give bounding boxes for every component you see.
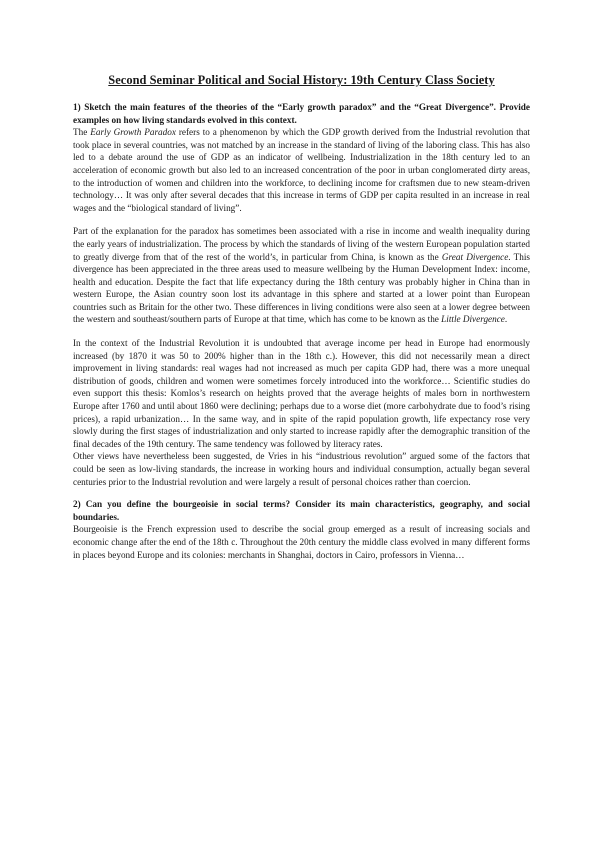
document-title: Second Seminar Political and Social History: 19th Century Class Society <box>108 73 495 87</box>
paragraph-industrious-revolution: Other views have nevertheless been suggested, de Vries in his “industrious revolution” argued some of the factors that could be seen as low-living standards, the increase in working hours and individual consumption, actually began several centuries prior to the Industrial revolution and were largely a result of personal choices rather than coercion. <box>73 451 530 487</box>
paragraph-1-text-end: refers to a phenomenon by which the GDP growth derived from the Industrial revolution that took place in several countries, was not matched by an increase in the standard of living of the laboring class. This has also led to a debate around the use of GDP as an indicator of wellbeing. Industrialization in the 18th century led to an acceleration of economic growth but also led to an increased concentration of the poor in urban conglomerated dirty areas, to the introduction of women and children into the workforce, to declining income for craftsmen due to new steam-driven technology… It was only after several decades that this increase in terms of GDP per capita resulted in an increase in real wages and the “biological standard of living”. <box>73 127 530 213</box>
term-little-divergence: Little Divergence <box>441 314 505 325</box>
paragraph-2-text-end: . <box>504 314 508 325</box>
paragraph-1-text-start: The <box>73 127 91 138</box>
question-2-heading: 2) Can you define the bourgeoisie in social terms? Consider its main characteristics, geography, and social boundaries. <box>73 499 530 522</box>
paragraph-early-growth-paradox <box>73 126 530 214</box>
document-page <box>73 72 530 561</box>
term-great-divergence: Great Divergence <box>441 251 509 262</box>
paragraph-great-divergence <box>73 225 530 326</box>
paragraph-industrial-revolution: In the context of the Industrial Revolution it is undoubted that average income per head in Europe had enormously increased (by 1870 it was 50 to 200% higher than in the 18th c.). However, this did not necessarily mean a direct improvement in living standards: real wages had not increased as much per capita GDP had, there was a more unequal distribution of goods, children and women were sometimes forcely introduced into the workforce… Scientific studies do even support this thesis: Komlos’s research on heights proved that the average heights of males born in northwestern Europe after 1760 and until about 1860 were declining; perhaps due to a worse diet (more carbohydrate due to food’s rising prices), a rapid urbanization… In the same way, and in spite of the rapid population growth, life expectancy rose very slowly during the first stages of industrialization and only started to increase rapidly after the demographic transition of the final decades of the 19th century. The same tendency was followed by literacy rates. <box>73 338 530 449</box>
paragraph-2-text-middle: . This divergence has been appreciated in the three areas used to measure wellbeing by the Human Development Index: income, health and education. Despite the fact that life expectancy during the 18th century was probably higher in China than in western Europe, the Asian country soon lost its advantage in this sphere and started at a lower point than European countries such as Britain for the other two. These differences in living conditions were also seen at a lower degree between the western and southeast/southern parts of Europe at that time, which has come to be known as the <box>73 251 531 325</box>
term-early-growth-paradox: Early Growth Paradox <box>90 127 176 138</box>
paragraph-bourgeoisie: Bourgeoisie is the French expression used to describe the social group emerged as a result of increasing socials and economic change after the end of the 18th c. Throughout the 20th century the middle class evolved in many different forms in places beyond Europe and its colonies: merchants in Shanghai, doctors in Cairo, professors in Vienna… <box>73 524 530 560</box>
paragraph-2-text-start: Part of the explanation for the paradox has sometimes been associated with a rise in income and wealth inequality during the early years of industrialization. The process by which the standards of living of the western European population started to greatly diverge from that of the rest of the world’s, in particular from China, is known as the <box>73 226 530 262</box>
question-1-heading: 1) Sketch the main features of the theories of the “Early growth paradox” and the “Great Divergence”. Provide examples on how living standards evolved in this context. <box>73 101 530 125</box>
